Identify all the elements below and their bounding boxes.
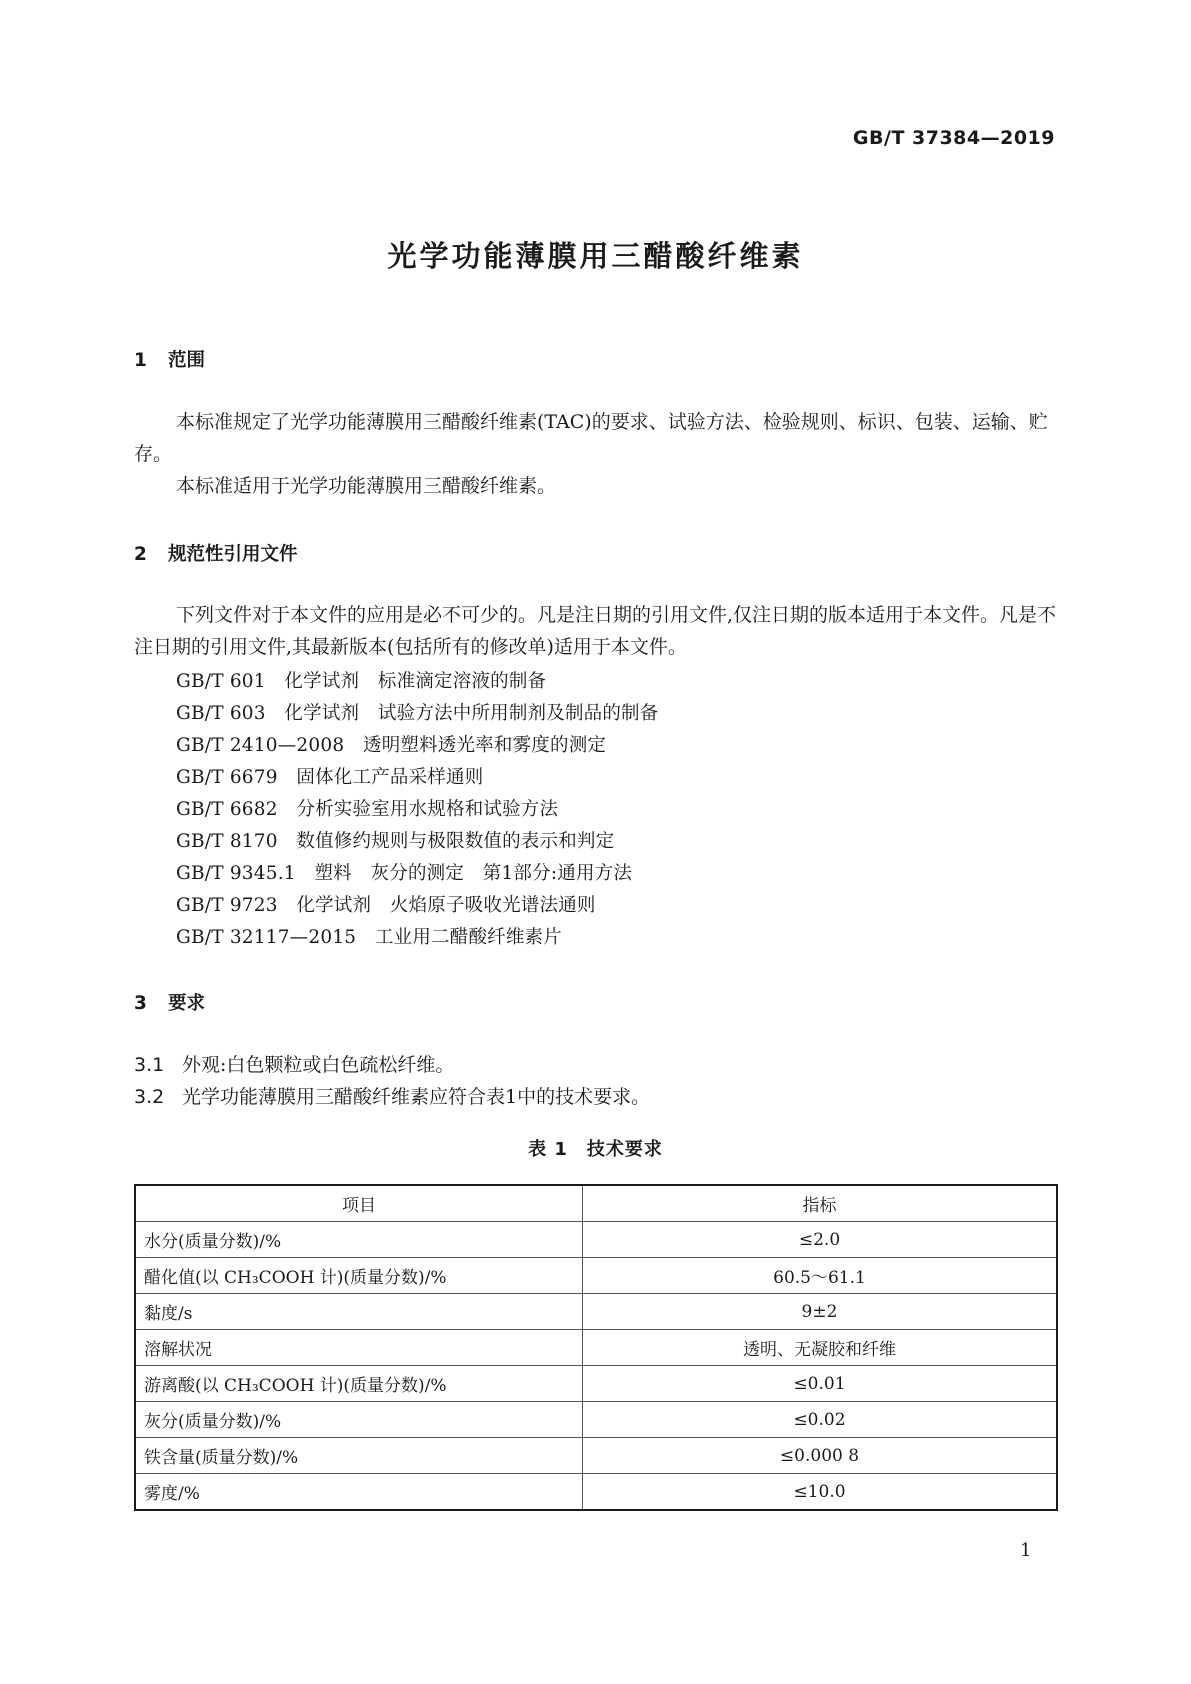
table-header-row <box>135 1185 1057 1222</box>
row-value: ≤2.0 <box>583 1222 1058 1258</box>
row-value: ≤0.000 8 <box>583 1438 1058 1474</box>
row-value: 60.5～61.1 <box>583 1258 1058 1294</box>
row-value: 9±2 <box>583 1294 1058 1330</box>
section-title: 规范性引用文件 <box>168 544 298 565</box>
technical-requirements-table <box>134 1184 1058 1511</box>
section-number: 3 <box>134 993 147 1014</box>
page-number: 1 <box>1020 1540 1032 1561</box>
table-row <box>135 1438 1057 1474</box>
row-item: 灰分(质量分数)/% <box>135 1402 583 1438</box>
reference-item: GB/T 603 化学试剂 试验方法中所用制剂及制品的制备 <box>176 703 659 724</box>
clause-number: 3.1 <box>134 1054 165 1076</box>
table-row <box>135 1294 1057 1330</box>
section-heading-scope <box>134 346 205 372</box>
table-row <box>135 1474 1057 1511</box>
reference-item: GB/T 8170 数值修约规则与极限数值的表示和判定 <box>176 831 615 852</box>
reference-item: GB/T 6679 固体化工产品采样通则 <box>176 767 484 788</box>
table-row <box>135 1330 1057 1366</box>
reference-item: GB/T 32117—2015 工业用二醋酸纤维素片 <box>176 927 562 948</box>
document-title: 光学功能薄膜用三醋酸纤维素 <box>387 239 804 273</box>
table-row <box>135 1402 1057 1438</box>
section-number: 2 <box>134 544 147 565</box>
row-value: 透明、无凝胶和纤维 <box>583 1330 1058 1366</box>
row-value: ≤10.0 <box>583 1474 1058 1511</box>
section-number: 1 <box>134 350 147 371</box>
row-value: ≤0.02 <box>583 1402 1058 1438</box>
clause-appearance <box>134 1050 454 1077</box>
table-row <box>135 1366 1057 1402</box>
row-item: 溶解状况 <box>135 1330 583 1366</box>
row-item: 雾度/% <box>135 1474 583 1511</box>
section-heading-requirements <box>134 989 205 1015</box>
reference-item: GB/T 9345.1 塑料 灰分的测定 第1部分:通用方法 <box>176 863 633 884</box>
table-row <box>135 1258 1057 1294</box>
references-intro <box>134 599 1059 663</box>
clause-number: 3.2 <box>134 1086 165 1108</box>
row-value: ≤0.01 <box>583 1366 1058 1402</box>
reference-item: GB/T 9723 化学试剂 火焰原子吸收光谱法通则 <box>176 895 596 916</box>
row-item: 铁含量(质量分数)/% <box>135 1438 583 1474</box>
clause-technical-requirements <box>134 1082 650 1109</box>
scope-paragraph: 本标准规定了光学功能薄膜用三醋酸纤维素(TAC)的要求、试验方法、检验规则、标识、包装、运输、贮存。 <box>134 411 1048 465</box>
row-item: 水分(质量分数)/% <box>135 1222 583 1258</box>
section-heading-normative-references <box>134 540 298 566</box>
column-header-item: 项目 <box>135 1185 583 1222</box>
reference-item: GB/T 601 化学试剂 标准滴定溶液的制备 <box>176 671 547 692</box>
section-title: 范围 <box>168 350 206 371</box>
clause-text: 光学功能薄膜用三醋酸纤维素应符合表1中的技术要求。 <box>182 1086 651 1108</box>
section-title: 要求 <box>168 993 206 1014</box>
row-item: 醋化值(以 CH₃COOH 计)(质量分数)/% <box>135 1258 583 1294</box>
scope-paragraph: 本标准适用于光学功能薄膜用三醋酸纤维素。 <box>176 475 557 497</box>
table-row <box>135 1222 1057 1258</box>
clause-text: 外观:白色颗粒或白色疏松纤维。 <box>182 1054 455 1076</box>
row-item: 游离酸(以 CH₃COOH 计)(质量分数)/% <box>135 1366 583 1402</box>
row-item: 黏度/s <box>135 1294 583 1330</box>
column-header-value: 指标 <box>583 1185 1058 1222</box>
scope-body <box>134 406 1059 502</box>
standard-code: GB/T 37384—2019 <box>852 127 1055 149</box>
references-intro-paragraph: 下列文件对于本文件的应用是必不可少的。凡是注日期的引用文件,仅注日期的版本适用于本文件。凡是不注日期的引用文件,其最新版本(包括所有的修改单)适用于本文件。 <box>134 604 1057 658</box>
table-caption: 表 1 技术要求 <box>528 1139 663 1160</box>
reference-item: GB/T 6682 分析实验室用水规格和试验方法 <box>176 799 559 820</box>
reference-item: GB/T 2410—2008 透明塑料透光率和雾度的测定 <box>176 735 607 756</box>
